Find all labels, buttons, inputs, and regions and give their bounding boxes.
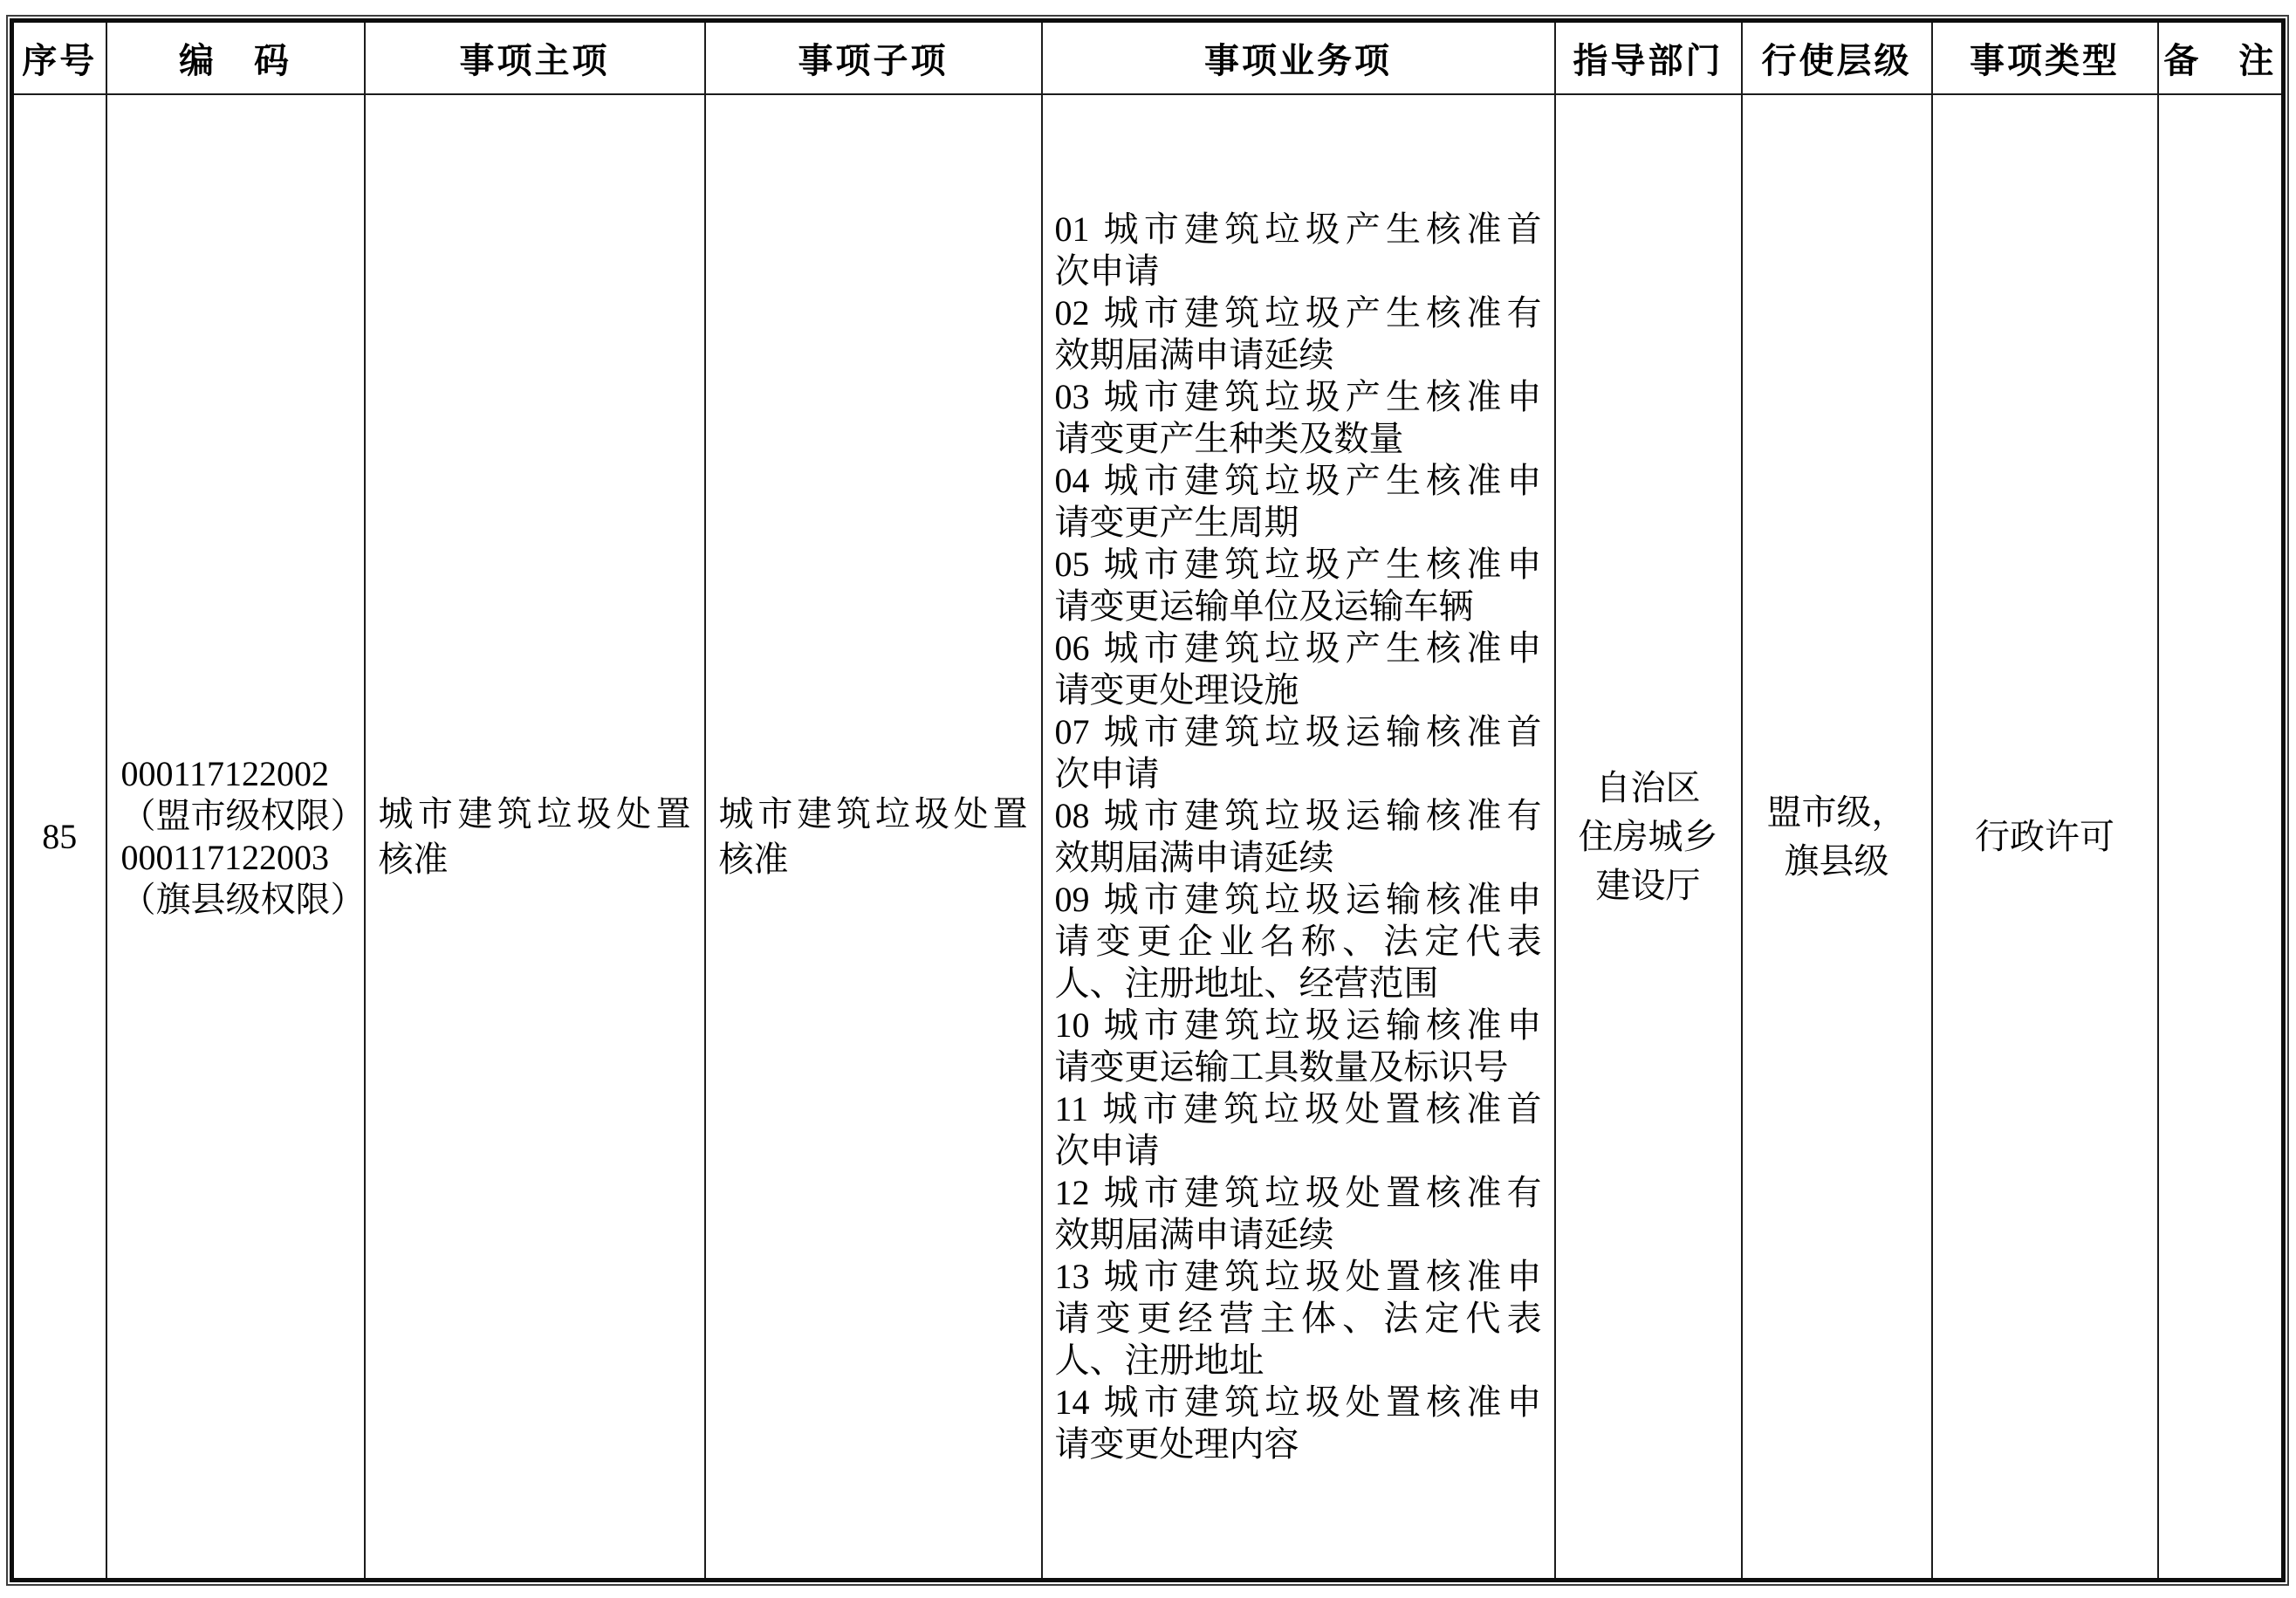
header-main-item: 事项主项 <box>365 21 705 95</box>
text-line: 14 城市建筑垃圾处置核准申 <box>1054 1382 1542 1422</box>
text-line: 06 城市建筑垃圾产生核准申 <box>1054 628 1542 668</box>
text-line: 次申请 <box>1054 1130 1160 1170</box>
text-line: 城市建筑垃圾处置 <box>378 793 691 833</box>
text-line: 请变更处理设施 <box>1054 669 1299 710</box>
header-code: 编 码 <box>106 21 365 95</box>
text-line: 11 城市建筑垃圾处置核准首 <box>1054 1088 1542 1128</box>
text-line: 住房城乡 <box>1578 816 1718 856</box>
text-line: 09 城市建筑垃圾运输核准申 <box>1054 879 1542 919</box>
header-item-type: 事项类型 <box>1932 21 2158 95</box>
cell-guide-department <box>1555 94 1742 1581</box>
text-line: 效期届满申请延续 <box>1054 837 1334 877</box>
table-header-row <box>12 21 2284 95</box>
business-item <box>1055 544 1542 628</box>
header-serial: 序号 <box>12 21 106 95</box>
cell-serial-number: 85 <box>12 94 106 1581</box>
cell-exercise-level <box>1742 94 1932 1581</box>
business-item <box>1055 1005 1542 1088</box>
text-line: 04 城市建筑垃圾产生核准申 <box>1054 460 1542 500</box>
text-line: 03 城市建筑垃圾产生核准申 <box>1054 376 1542 416</box>
sub-item-text <box>706 792 1041 882</box>
text-line: 核准 <box>718 839 789 879</box>
business-item <box>1055 209 1542 292</box>
business-items <box>1043 209 1554 1465</box>
header-exercise-level: 行使层级 <box>1742 21 1932 95</box>
text-line: 13 城市建筑垃圾处置核准申 <box>1054 1256 1542 1296</box>
text-line: 次申请 <box>1054 753 1160 793</box>
cell-business-items <box>1042 94 1555 1581</box>
business-item <box>1055 376 1542 460</box>
code-text <box>107 753 364 921</box>
text-line: 12 城市建筑垃圾处置核准有 <box>1054 1172 1542 1212</box>
text-line: 请变更产生周期 <box>1054 502 1299 542</box>
text-line: 效期届满申请延续 <box>1054 334 1334 374</box>
business-item <box>1055 1172 1542 1256</box>
text-line: 请变更经营主体、法定代表 <box>1054 1298 1542 1338</box>
text-line: 旗县级 <box>1784 840 1889 881</box>
text-line: 08 城市建筑垃圾运输核准有 <box>1054 795 1542 835</box>
cell-sub-item <box>705 94 1042 1581</box>
text-line: 效期届满申请延续 <box>1054 1214 1334 1254</box>
text-line: （旗县级权限） <box>120 879 366 919</box>
exercise-level-text <box>1743 788 1931 886</box>
text-line: （盟市级权限） <box>120 795 366 835</box>
text-line: 建设厅 <box>1595 865 1701 905</box>
text-line: 次申请 <box>1054 250 1160 291</box>
business-item <box>1055 460 1542 544</box>
cell-remark <box>2158 94 2284 1581</box>
text-line: 请变更运输单位及运输车辆 <box>1054 586 1474 626</box>
text-line: 城市建筑垃圾处置 <box>718 793 1028 833</box>
business-item <box>1055 1382 1542 1465</box>
business-item <box>1055 1256 1542 1382</box>
cell-item-type: 行政许可 <box>1932 94 2158 1581</box>
header-guide-department: 指导部门 <box>1555 21 1742 95</box>
business-item <box>1055 795 1542 879</box>
text-line: 人、注册地址、经营范围 <box>1054 963 1439 1003</box>
text-line: 000117122002 <box>120 753 330 793</box>
text-line: 10 城市建筑垃圾运输核准申 <box>1054 1005 1542 1045</box>
text-line: 07 城市建筑垃圾运输核准首 <box>1054 711 1542 751</box>
cell-main-item <box>365 94 705 1581</box>
text-line: 请变更产生种类及数量 <box>1054 418 1404 458</box>
text-line: 请变更运输工具数量及标识号 <box>1054 1046 1509 1087</box>
business-item <box>1055 711 1542 795</box>
text-line: 请变更处理内容 <box>1054 1423 1299 1464</box>
business-item <box>1055 292 1542 376</box>
main-item-text <box>366 792 704 882</box>
table-row <box>12 94 2284 1581</box>
text-line: 01 城市建筑垃圾产生核准首 <box>1054 209 1542 249</box>
header-business-item: 事项业务项 <box>1042 21 1555 95</box>
text-line: 人、注册地址 <box>1054 1340 1265 1380</box>
text-line: 05 城市建筑垃圾产生核准申 <box>1054 544 1542 584</box>
text-line: 核准 <box>378 839 449 879</box>
guide-department-text <box>1556 764 1741 910</box>
header-remark: 备 注 <box>2158 21 2284 95</box>
text-line: 盟市级， <box>1766 792 1907 832</box>
table-sheet <box>10 18 2286 1582</box>
business-item <box>1055 1088 1542 1172</box>
cell-code <box>106 94 365 1581</box>
header-sub-item: 事项子项 <box>705 21 1042 95</box>
business-item <box>1055 879 1542 1005</box>
text-line: 自治区 <box>1595 767 1701 807</box>
text-line: 请变更企业名称、法定代表 <box>1054 921 1542 961</box>
text-line: 000117122003 <box>120 837 330 877</box>
approval-items-table <box>10 18 2286 1582</box>
text-line: 02 城市建筑垃圾产生核准有 <box>1054 292 1542 333</box>
business-item <box>1055 628 1542 711</box>
